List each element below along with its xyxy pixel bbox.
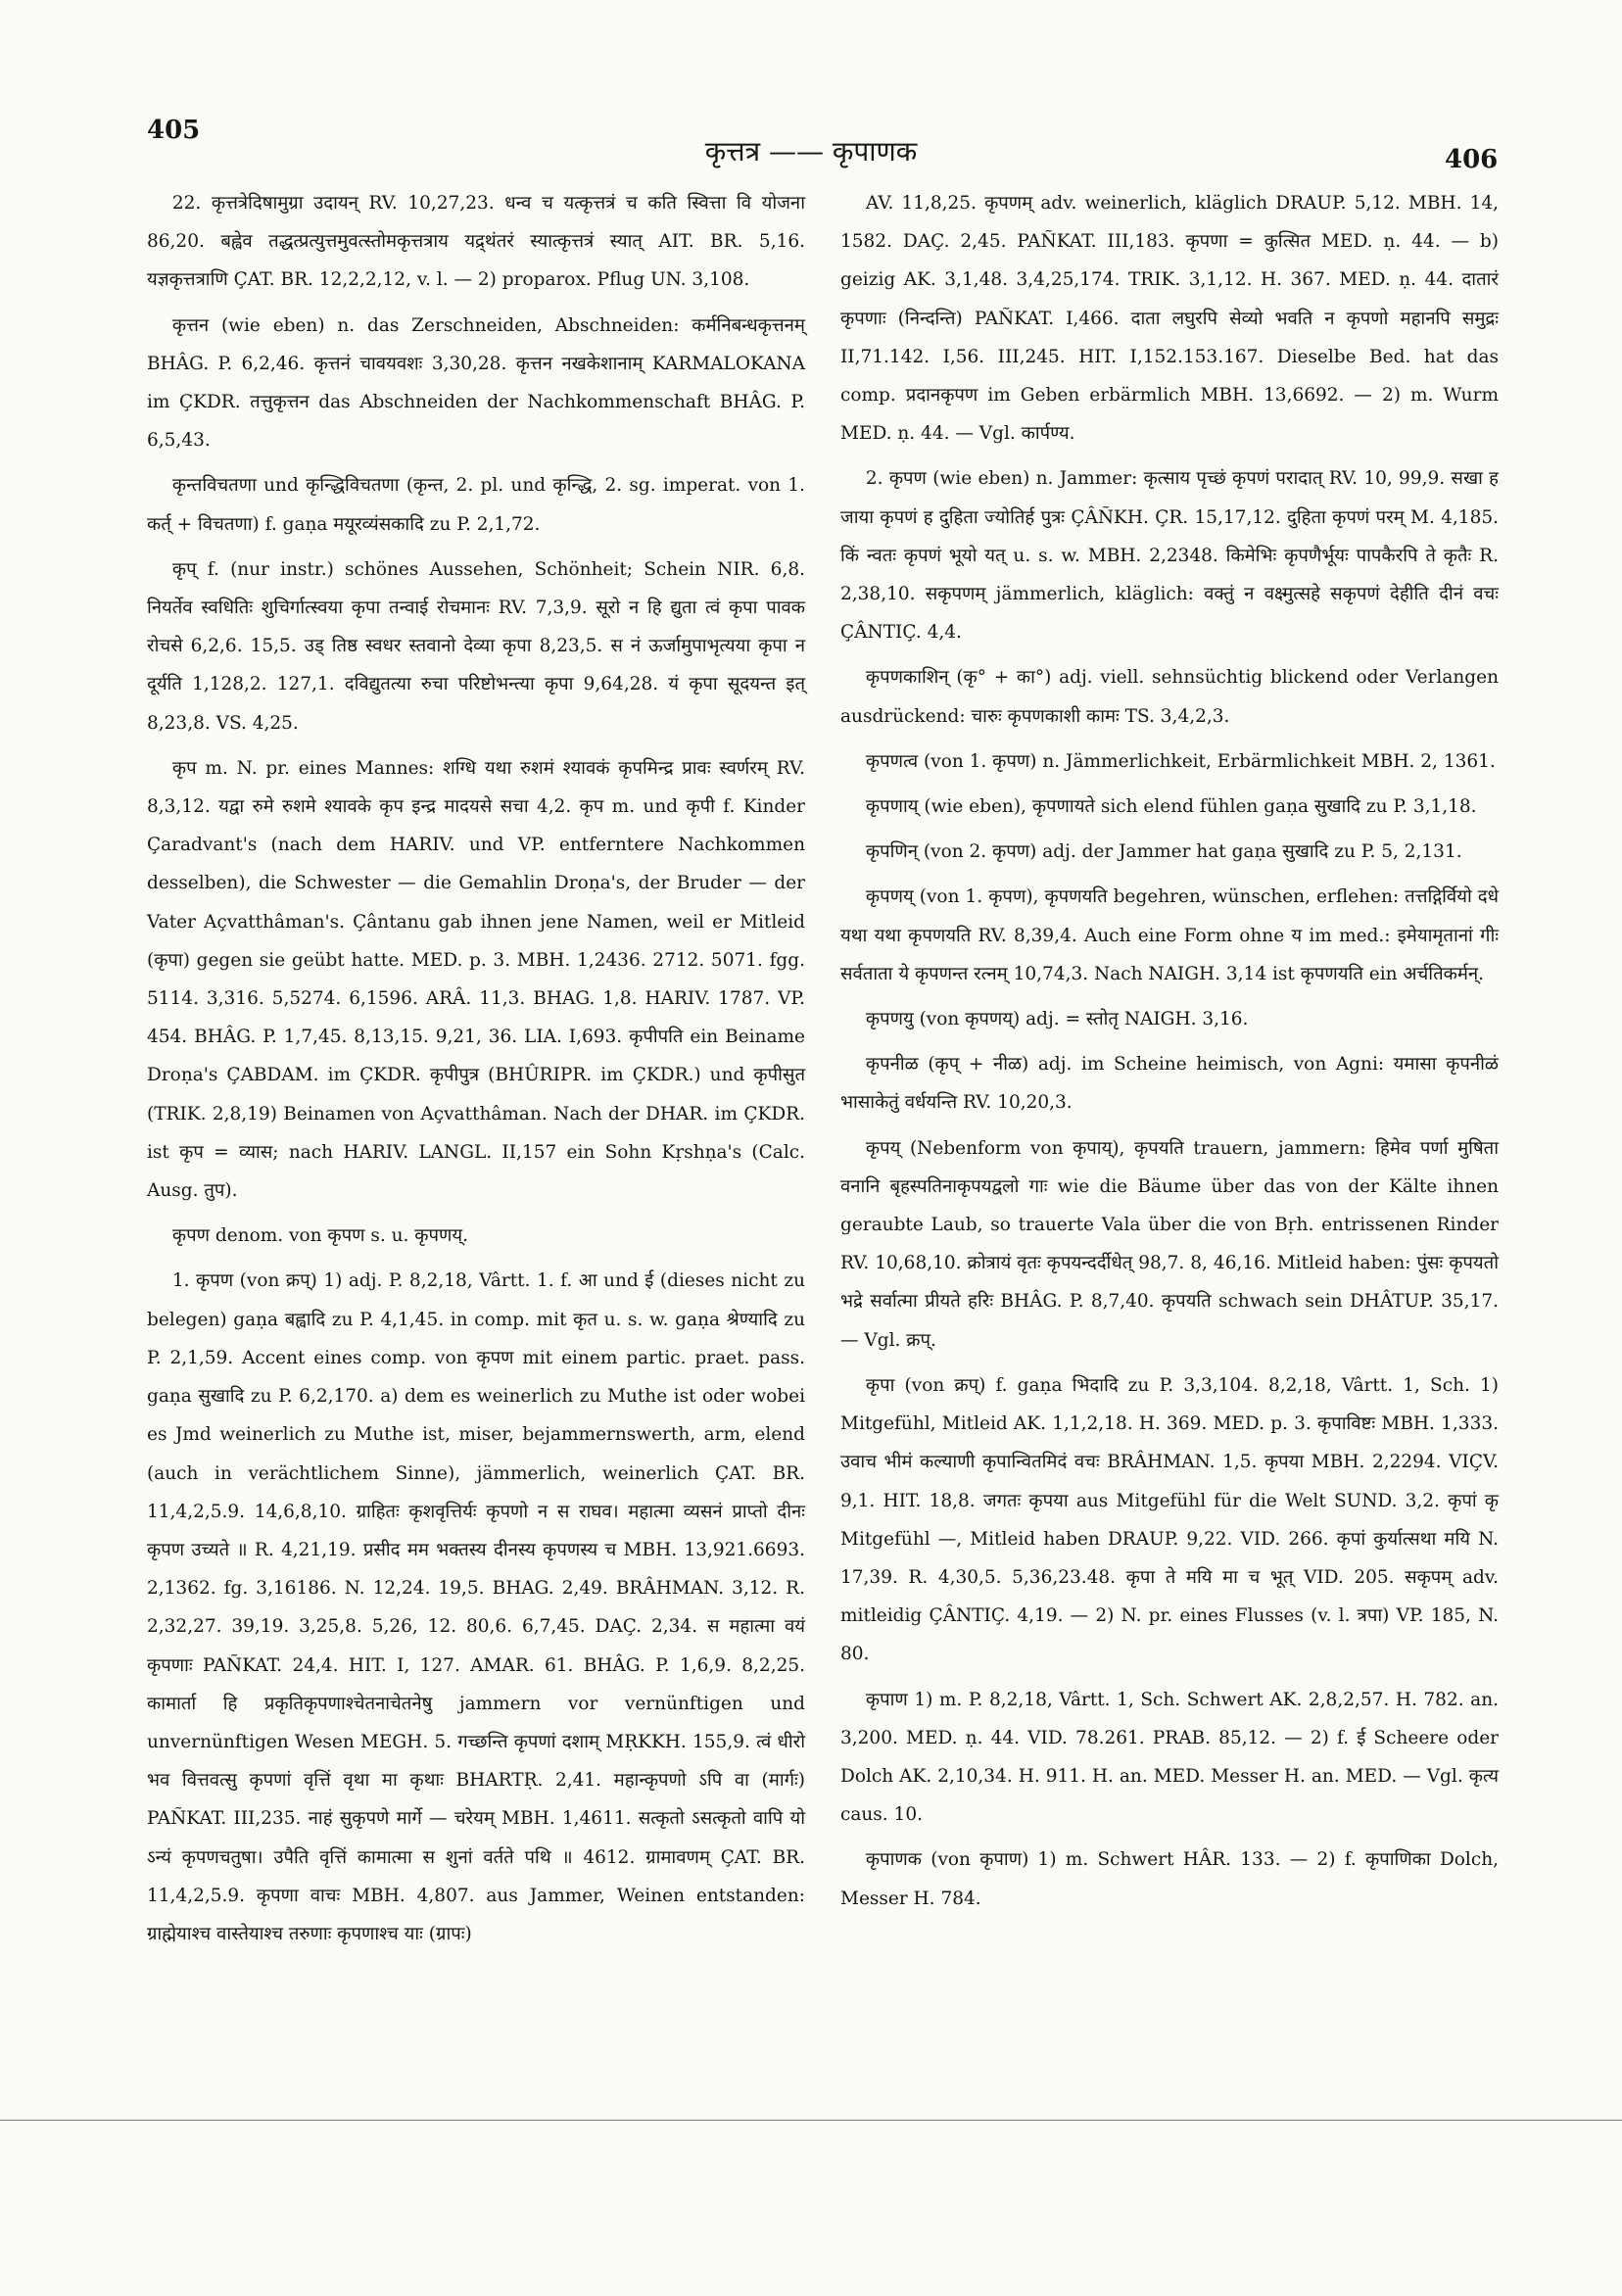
page-number-left: 405 [147, 116, 201, 145]
dictionary-entry: कृपणकाशिन् (कृ° + का°) adj. viell. sehnsüchtig blickend oder Verlangen ausdrückend: चारुः कृपणकाशी कामः TS. 3,4,2,3. [840, 667, 1499, 727]
left-column [147, 184, 805, 1960]
dictionary-entry: 22. कृत्तत्रेदिषामुग्रा उदायन् RV. 10,27,23. धन्व च यत्कृत्तत्रं च कति स्वित्ता वि योजना 86,20. बह्वेव तद्धत्प्रत्युत्तमुवत्स्तोमकृत्तत्राय यद्र्थंतरं स्यात्कृत्तत्रं स्यात् AIT. BR. 5,16. यज्ञकृत्तत्राणि ÇAT. BR. 12,2,2,12, v. l. — 2) proparox. Pflug UN. 3,108. [147, 193, 805, 291]
dictionary-entry: 2. कृपण (wie eben) n. Jammer: कृत्साय पृच्छं कृपणं परादात् RV. 10, 99,9. सखा ह जाया कृपणं ह दुहिता ज्योतिर्ह पुत्रः ÇÂÑKH. ÇR. 15,17,12. दुहिता कृपणं परम् M. 4,185. किं न्वतः कृपणं भूयो यत् u. s. w. MBH. 2,2348. किमेभिः कृपणैर्भूयः पापकैरपि ते कृतैः R. 2,38,10. सकृपणम् jämmerlich, kläglich: वक्तुं न वक्ष्मुत्सहे सकृपणं देहीति दीनं वचः ÇÂNTIÇ. 4,4. [840, 468, 1499, 644]
dictionary-entry: कृपनीळ (कृप् + नीळ) adj. im Scheine heimisch, von Agni: यमासा कृपनीळं भासाकेतुं वर्धयन्ति RV. 10,20,3. [840, 1054, 1499, 1114]
dictionary-entry: कृपाण 1) m. P. 8,2,18, Vârtt. 1, Sch. Schwert AK. 2,8,2,57. H. 782. an. 3,200. MED. ṇ. 44. VID. 78.261. PRAB. 85,12. — 2) f. ई Scheere oder Dolch AK. 2,10,34. H. 911. H. an. MED. Messer H. an. MED. — Vgl. कृत्य caus. 10. [840, 1689, 1499, 1826]
dictionary-entry: कृपणत्व (von 1. कृपण) n. Jämmerlichkeit, Erbärmlichkeit MBH. 2, 1361. [865, 750, 1496, 772]
dictionary-entry: कृप m. N. pr. eines Mannes: शग्धि यथा रुशमं श्यावकं कृपमिन्द्र प्रावः स्वर्णरम् RV. 8,3,12. यद्वा रुमे रुशमे श्यावके कृप इन्द्र मादयसे सचा 4,2. कृप m. und कृपी f. Kinder Çaradvant's (nach dem HARIV. und VP. entferntere Nachkommen desselben), die Schwester — die Gemahlin Droṇa's, der Bruder — der Vater Açvatthâman's. Çântanu gab ihnen jene Namen, weil er Mitleid (कृपा) gegen sie geübt hatte. MED. p. 3. MBH. 1,2436. 2712. 5071. fgg. 5114. 3,316. 5,5274. 6,1596. ARÂ. 11,3. BHAG. 1,8. HARIV. 1787. VP. 454. BHÂG. P. 1,7,45. 8,13,15. 9,21, 36. LIA. I,693. कृपीपति ein Beiname Droṇa's ÇABDAM. im ÇKDR. कृपीपुत्र (BHÛRIPR. im ÇKDR.) und कृपीसुत (TRIK. 2,8,19) Beinamen von Açvatthâman. Nach der DHAR. im ÇKDR. ist कृप = व्यास; nach HARIV. LANGL. II,157 ein Sohn Kṛshṇa's (Calc. Ausg. तुप). [147, 757, 805, 1202]
dictionary-entry: 1. कृपण (von क्रप्) 1) adj. P. 8,2,18, Vârtt. 1. f. आ und ई (dieses nicht zu belegen) gaṇa बह्वादि zu P. 4,1,45. in comp. mit कृत u. s. w. gaṇa श्रेण्यादि zu P. 2,1,59. Accent eines comp. von कृपण mit einem partic. praet. pass. gaṇa सुखादि zu P. 6,2,170. a) dem es weinerlich zu Muthe ist oder wobei es Jmd weinerlich zu Muthe ist, miser, bejammernswerth, arm, elend (auch in verächtlichem Sinne), jämmerlich, weinerlich ÇAT. BR. 11,4,2,5.9. 14,6,8,10. ग्राहितः कृशवृत्तिर्यः कृपणो न स राघव। महात्मा व्यसनं प्राप्तो दीनः कृपण उच्यते ॥ R. 4,21,19. प्रसीद मम भक्तस्य दीनस्य कृपणस्य च MBH. 13,921.6693. 2,1362. fg. 3,16186. N. 12,24. 19,5. BHAG. 2,49. BRÂHMAN. 3,12. R. 2,32,27. 39,19. 3,25,8. 5,26, 12. 80,6. 6,7,45. DAÇ. 2,34. स महात्मा वयं कृपणाः PAÑKAT. 24,4. HIT. I, 127. AMAR. 61. BHÂG. P. 1,6,9. 8,2,25. कामार्ता हि प्रकृतिकृपणाश्चेतनाचेतनेषु jammern vor vernünftigen und unvernünftigen Wesen MEGH. 5. गच्छन्ति कृपणां दशाम् MṚKKH. 155,9. त्वं धीरो भव वित्तवत्सु कृपणां वृत्तिं वृथा मा कृथाः BHARTṚ. 2,41. महान्कृपणो ऽपि वा (मार्गः) PAÑKAT. III,235. नाहं सुकृपणे मार्गे — चरेयम् MBH. 1,4611. सत्कृतो ऽसत्कृतो वापि यो ऽन्यं कृपणचतुषा। उपैति वृत्तिं कामात्मा स शुनां वर्तते पथि ॥ 4612. ग्रामावणम् ÇAT. BR. 11,4,2,5.9. कृपणा वाचः MBH. 4,807. aus Jammer, Weinen entstanden: ग्राह्मेयाश्च वास्तेयाश्च तरुणाः कृपणाश्च याः (ग्रापः) [147, 1270, 805, 1944]
dictionary-entry: AV. 11,8,25. कृपणम् adv. weinerlich, kläglich DRAUP. 5,12. MBH. 14, 1582. DAÇ. 2,45. PAÑKAT. III,183. कृपणा = कुत्सित MED. ṇ. 44. — b) geizig AK. 3,1,48. 3,4,25,174. TRIK. 3,1,12. H. 367. MED. ṇ. 44. दातारं कृपणाः (निन्दन्ति) PAÑKAT. I,466. दाता लघुरपि सेव्यो भवति न कृपणो महानपि समुद्रः II,71.142. I,56. III,245. HIT. I,152.153.167. Dieselbe Bed. hat das comp. प्रदानकृपण im Geben erbärmlich MBH. 13,6692. — 2) m. Wurm MED. ṇ. 44. — Vgl. कार्पण्य. [840, 193, 1499, 445]
page-number-right: 406 [1445, 145, 1499, 174]
dictionary-entry: कृन्तविचतणा und कृन्द्धिविचतणा (कृन्त, 2. pl. und कृन्द्धि, 2. sg. imperat. von 1. कर्त् + विचतणा) f. gaṇa मयूरव्यंसकादि zu P. 2,1,72. [147, 475, 805, 535]
dictionary-entry: कृपय् (Nebenform von कृपाय्), कृपयति trauern, jammern: हिमेव पर्णा मुषिता वनानि बृहस्पतिनाकृपयद्वलो गाः wie die Bäume über das von der Kälte ihnen geraubte Laub, so trauerte Vala über die von Bṛh. entrissenen Rinder RV. 10,68,10. क्रोत्रायं वृतः कृपयन्दर्दीधेत् 98,7. 8, 46,16. Mitleid haben: पुंसः कृपयतो भद्रे सर्वात्मा प्रीयते हरिः BHÂG. P. 8,7,40. कृपयति schwach sein DHÂTUP. 35,17. — Vgl. क्रप्. [840, 1137, 1499, 1351]
dictionary-entry: कृत्तन (wie eben) n. das Zerschneiden, Abschneiden: कर्मनिबन्धकृत्तनम् BHÂG. P. 6,2,46. कृत्तनं चावयवशः 3,30,28. कृत्तन नखकेशानाम् KARMALOKANA im ÇKDR. तत्तुकृत्तन das Abschneiden der Nachkommenschaft BHÂG. P. 6,5,43. [147, 314, 805, 452]
dictionary-entry: कृपणिन् (von 2. कृपण) adj. der Jammer hat gaṇa सुखादि zu P. 5, 2,131. [865, 841, 1462, 863]
dictionary-entry: कृपणय् (von 1. कृपण), कृपणयति begehren, wünschen, erflehen: तत्तद्गिर्वियो दधे यथा यथा कृपणयति RV. 8,39,4. Auch eine Form ohne य im med.: इमेयामृतानां गीः सर्वताता ये कृपणन्त रत्नम् 10,74,3. Nach NAIGH. 3,14 ist कृपणयति ein अर्चतिकर्मन्. [840, 886, 1499, 984]
dictionary-entry: कृपा (von क्रप्) f. gaṇa भिदादि zu P. 3,3,104. 8,2,18, Vârtt. 1, Sch. 1) Mitgefühl, Mitleid AK. 1,1,2,18. H. 369. MED. p. 3. कृपाविष्टः MBH. 1,333. उवाच भीमं कल्याणी कृपान्वितमिदं वचः BRÂHMAN. 1,5. कृपया MBH. 2,2294. VIÇV. 9,1. HIT. 18,8. जगतः कृपया aus Mitgefühl für die Welt SUND. 3,2. कृपां कृ Mitgefühl —, Mitleid haben DRAUP. 9,22. VID. 266. कृपां कुर्यात्सथा मयि N. 17,39. R. 4,30,5. 5,36,23.48. कृपा ते मयि मा च भूत् VID. 205. सकृपम् adv. mitleidig ÇÂNTIÇ. 4,19. — 2) N. pr. eines Flusses (v. l. त्रपा) VP. 185, N. 80. [840, 1374, 1499, 1665]
dictionary-entry: कृपणाय् (wie eben), कृपणायते sich elend fühlen gaṇa सुखादि zu P. 3,1,18. [865, 796, 1477, 818]
dictionary-entry: कृपाणक (von कृपाण) 1) m. Schwert HÂR. 133. — 2) f. कृपाणिका Dolch, Messer H. 784. [840, 1849, 1499, 1909]
dictionary-entry: कृप् f. (nur instr.) schönes Aussehen, Schönheit; Schein NIR. 6,8. नियर्तेव स्वधितिः शुचिर्गात्स्वया कृपा तन्वाई रोचमानः RV. 7,3,9. सूरो न हि द्युता त्वं कृपा पावक रोचसे 6,2,6. 15,5. उड् तिष्ठ स्वधर स्तवानो देव्या कृपा 8,23,5. स नं ऊर्जामुपाभृत्यया कृपा न दूर्यति 1,128,2. 127,1. दविद्युतत्या रुचा परिष्टोभन्त्या कृपा 9,64,28. यं कृपा सूदयन्त इत् 8,23,8. VS. 4,25. [147, 558, 805, 734]
bottom-rule [0, 2120, 1622, 2121]
dictionary-entry: कृपण denom. von कृपण s. u. कृपणय्. [171, 1225, 469, 1247]
right-column [840, 184, 1499, 1925]
dictionary-entry: कृपणयु (von कृपणय्) adj. = स्तोतृ NAIGH. 3,16. [865, 1009, 1249, 1030]
running-title: कृत्तत्र —— कृपाणक [704, 135, 918, 167]
page-header [0, 0, 1622, 196]
